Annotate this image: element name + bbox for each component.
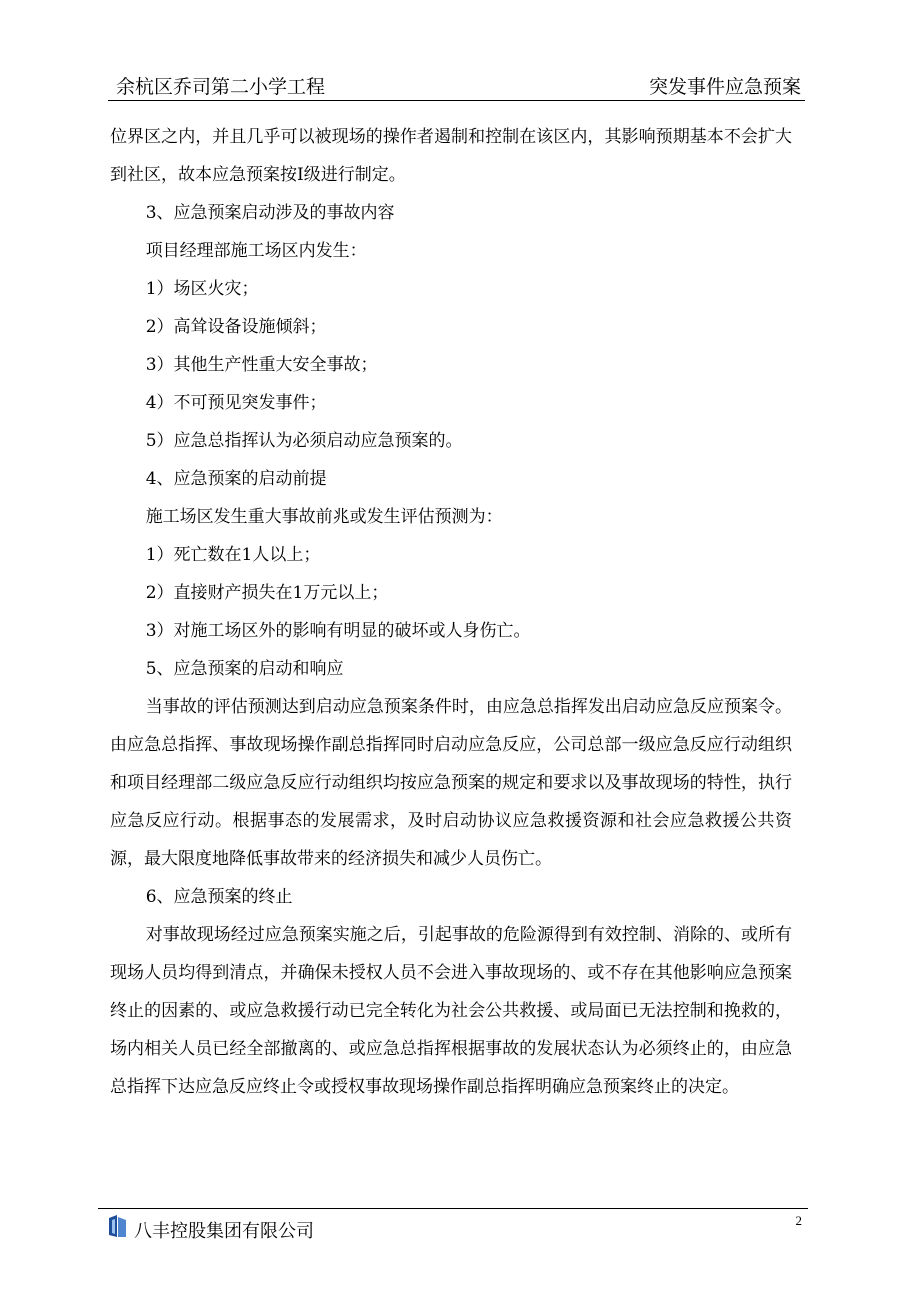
header-document-title: 突发事件应急预案 [648,76,801,98]
paragraph: 2）高耸设备设施倾斜； [145,317,327,337]
page-number: 2 [795,1213,802,1228]
paragraph: 4）不可预见突发事件； [145,393,327,413]
header-project-title: 余杭区乔司第二小学工程 [116,76,326,98]
paragraph: 3）其他生产性重大安全事故； [145,355,378,375]
paragraph: 4、应急预案的启动前提 [145,469,327,489]
paragraph: 3）对施工场区外的影响有明显的破坏或人身伤亡。 [145,621,531,641]
paragraph: 5）应急总指挥认为必须启动应急预案的。 [145,431,463,451]
paragraph: 当事故的评估预测达到启动应急预案条件时，由应急总指挥发出启动应急反应预案令。由应急总指挥、事故现场操作副总指挥同时启动应急反应，公司总部一级应急反应行动组织和项目经理部二级应急反应行动组织均按应急预案的规定和要求以及事故现场的特性，执行应急反应行动。根据事态的发展需求，及时启动协议应急救援资源和社会应急救援公共资源，最大限度地降低事故带来的经济损失和减少人员伤亡。 [110,697,792,869]
paragraph: 对事故现场经过应急预案实施之后，引起事故的危险源得到有效控制、消除的、或所有现场人员均得到清点，并确保未授权人员不会进入事故现场的、或不存在其他影响应急预案终止的因素的、或应急救援行动已完全转化为社会公共救援、或局面已无法控制和挽救的，场内相关人员已经全部撤离的、或应急总指挥根据事故的发展状态认为必须终止的，由应急总指挥下达应急反应终止令或授权事故现场操作副总指挥明确应急预案终止的决定。 [110,925,792,1097]
paragraph: 1）死亡数在1人以上； [145,545,321,565]
paragraph: 6、应急预案的终止 [145,887,293,907]
paragraph: 3、应急预案启动涉及的事故内容 [145,203,395,223]
document-body [110,118,792,1106]
paragraph: 5、应急预案的启动和响应 [145,659,344,679]
paragraph: 2）直接财产损失在1万元以上； [145,583,389,603]
paragraph: 施工场区发生重大事故前兆或发生评估预测为： [145,507,503,527]
footer-company-name: 八丰控股集团有限公司 [134,1221,314,1242]
paragraph: 项目经理部施工场区内发生： [145,241,367,261]
page-header [108,66,805,101]
paragraph: 1）场区火灾； [145,279,259,299]
paragraph: 位界区之内，并且几乎可以被现场的操作者遏制和控制在该区内，其影响预期基本不会扩大到社区，故本应急预案按Ⅰ级进行制定。 [110,127,792,185]
footer-divider [98,1208,808,1209]
company-logo-icon [106,1214,132,1238]
